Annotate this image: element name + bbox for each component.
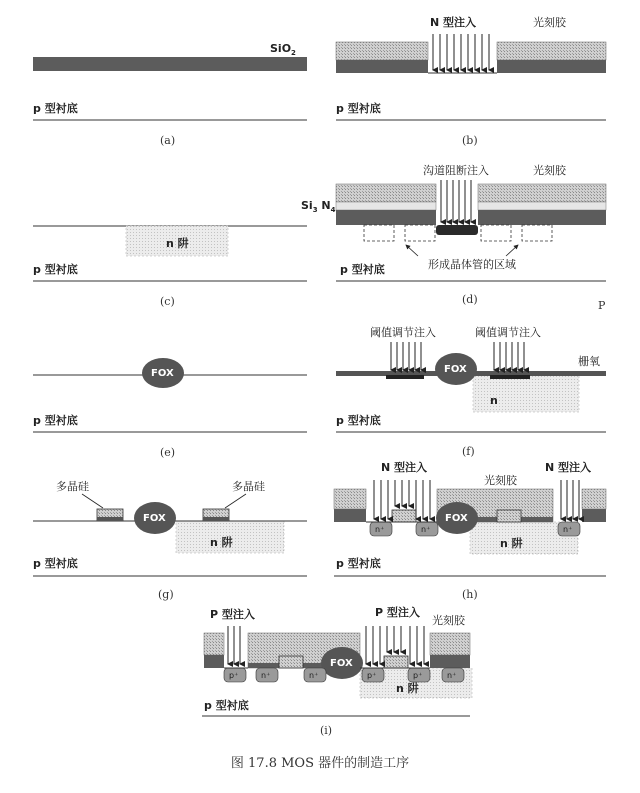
substrate-label: p 型衬底 — [204, 699, 249, 712]
implant-arrows-right — [494, 342, 524, 370]
photoresist-left — [204, 633, 224, 655]
fox-label: FOX — [143, 513, 166, 524]
stray-mark: P — [598, 299, 606, 312]
threshold-right-label: 阈值调节注入 — [475, 326, 541, 339]
substrate-label: p 型衬底 — [33, 263, 78, 276]
panel-e — [33, 358, 307, 459]
p-implant-label-left: P 型注入 — [210, 608, 255, 621]
n-well-label: n 阱 — [396, 682, 419, 695]
fox-label: FOX — [151, 368, 174, 379]
n-plus-label: n⁺ — [375, 525, 385, 534]
substrate-label: p 型衬底 — [33, 102, 78, 115]
channel-stop-label: 沟道阻断注入 — [423, 164, 489, 177]
photoresist-left — [336, 184, 436, 202]
photoresist-left — [336, 42, 428, 60]
substrate-label: p 型衬底 — [33, 414, 78, 427]
threshold-implant-left — [386, 375, 424, 379]
poly-gate-left-oxide — [97, 517, 123, 521]
photoresist-left — [334, 489, 366, 509]
fox-label: FOX — [445, 513, 468, 524]
oxide-left — [336, 210, 436, 225]
panel-label: (b) — [462, 134, 478, 147]
poly-left-label: 多晶硅 — [56, 480, 89, 493]
n-plus-label: n⁺ — [563, 525, 573, 534]
p-plus-label: p⁺ — [367, 671, 377, 680]
n-well-label: n 阱 — [210, 536, 233, 549]
n-plus-label: n⁺ — [447, 671, 457, 680]
poly-gate-nmos — [279, 656, 303, 668]
fox-label: FOX — [444, 364, 467, 375]
photoresist-label: 光刻胶 — [533, 16, 566, 29]
threshold-implant-right — [490, 375, 530, 379]
n-plus-label: n⁺ — [261, 671, 271, 680]
substrate-label: p 型衬底 — [336, 414, 381, 427]
poly-pointer-left — [82, 494, 103, 508]
sio2-label: SiO$_2$ — [270, 42, 296, 57]
n-well-region — [473, 374, 579, 412]
gate-oxide-label: 栅氧 — [578, 355, 600, 368]
pointer-left — [406, 245, 418, 256]
poly-gate-right-oxide — [203, 517, 229, 521]
si3n4-label: $Si_3$ $N_4$ — [301, 199, 336, 214]
oxide-right — [497, 60, 606, 73]
channel-stop-implant — [436, 225, 478, 235]
poly-gate-pmos — [497, 510, 521, 522]
implant-arrows — [441, 180, 471, 222]
oxide-left — [334, 509, 366, 522]
oxide-right — [478, 210, 606, 225]
panel-label: (c) — [160, 295, 175, 308]
panel-c — [33, 226, 307, 308]
n-well-label: n 阱 — [166, 237, 189, 250]
poly-right-label: 多晶硅 — [232, 480, 265, 493]
photoresist-label: 光刻胶 — [533, 164, 566, 177]
oxide-left — [204, 655, 224, 668]
substrate-label: p 型衬底 — [336, 557, 381, 570]
poly-gate-nmos — [392, 510, 416, 522]
figure-caption: 图 17.8 MOS 器件的制造工序 — [230, 756, 410, 771]
panel-d — [301, 163, 606, 306]
panel-label: (i) — [320, 724, 333, 737]
p-plus-label: p⁺ — [229, 671, 239, 680]
n-implant-label-left: N 型注入 — [381, 461, 428, 474]
poly-gate-pmos — [384, 656, 408, 668]
implant-arrows-right — [561, 480, 579, 519]
panel-label: (g) — [158, 588, 174, 601]
substrate-label: p 型衬底 — [336, 102, 381, 115]
panel-b — [336, 15, 606, 147]
implant-arrows — [433, 34, 489, 70]
n-well-label: n 阱 — [500, 537, 523, 550]
poly-pointer-right — [225, 494, 246, 508]
pointer-right — [506, 245, 518, 256]
n-implant-label: N 型注入 — [430, 16, 477, 29]
transistor-region-label: 形成晶体管的区域 — [428, 258, 516, 271]
photoresist-right — [478, 184, 606, 202]
fox-label: FOX — [330, 658, 353, 669]
n-implant-label-right: N 型注入 — [545, 461, 592, 474]
nitride-right — [478, 202, 606, 210]
panel-label: (f) — [462, 445, 475, 458]
nitride-left — [336, 202, 436, 210]
oxide-right — [430, 655, 470, 668]
panel-i — [202, 605, 472, 737]
panel-label: (a) — [160, 134, 176, 147]
p-plus-label: p⁺ — [413, 671, 423, 680]
photoresist-label: 光刻胶 — [484, 474, 517, 487]
photoresist-label: 光刻胶 — [432, 614, 465, 627]
oxide-right — [582, 509, 606, 522]
threshold-left-label: 阈值调节注入 — [370, 326, 436, 339]
panel-label: (d) — [462, 293, 478, 306]
n-well-label: n — [490, 394, 498, 407]
sio2-layer — [33, 57, 307, 71]
n-plus-label: n⁺ — [421, 525, 431, 534]
substrate-label: p 型衬底 — [340, 263, 385, 276]
panel-label: (h) — [462, 588, 478, 601]
photoresist-right — [430, 633, 470, 655]
oxide-left — [336, 60, 428, 73]
panel-g — [33, 480, 307, 601]
panel-h — [334, 460, 606, 601]
panel-a — [33, 42, 307, 147]
panel-f — [336, 325, 606, 458]
p-implant-label-right: P 型注入 — [375, 606, 420, 619]
n-plus-label: n⁺ — [309, 671, 319, 680]
photoresist-right — [497, 42, 606, 60]
implant-arrows-left — [391, 342, 421, 370]
panel-label: (e) — [160, 446, 176, 459]
photoresist-right — [582, 489, 606, 509]
substrate-label: p 型衬底 — [33, 557, 78, 570]
implant-arrows-left — [228, 626, 240, 664]
